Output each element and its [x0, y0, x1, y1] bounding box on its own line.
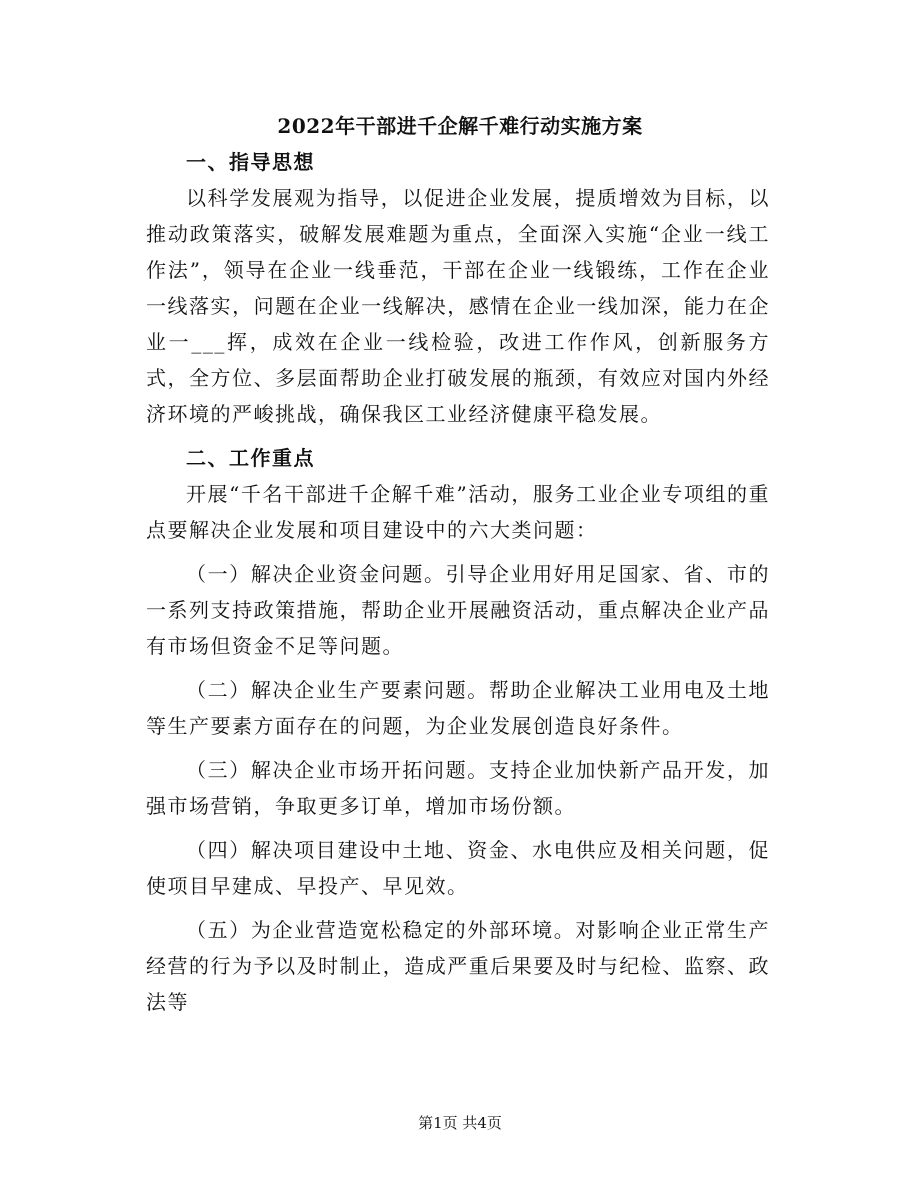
- list-item-market-expansion: （三）解决企业市场开拓问题。支持企业加快新产品开发，加强市场营销，争取更多订单，增加市场份额。: [146, 758, 770, 818]
- section-paragraph-work-focus-intro: 开展“千名干部进千企解千难”活动，服务工业企业专项组的重点要解决企业发展和项目建设中的六大类问题：: [146, 482, 770, 542]
- list-item-production-factors: （二）解决企业生产要素问题。帮助企业解决工业用电及土地等生产要素方面存在的问题，为企业发展创造良好条件。: [146, 678, 770, 738]
- page-number-footer: 第1页 共4页: [418, 1114, 502, 1132]
- section-heading-guiding-ideology: 一、指导思想: [186, 150, 315, 174]
- section-heading-work-focus: 二、工作重点: [186, 446, 315, 470]
- document-title: 2022年干部进千企解千难行动实施方案: [277, 114, 643, 138]
- document-body: [146, 144, 770, 1020]
- list-item-project-construction: （四）解决项目建设中土地、资金、水电供应及相关问题，促使项目早建成、早投产、早见效。: [146, 838, 770, 898]
- list-item-external-environment: （五）为企业营造宽松稳定的外部环境。对影响企业正常生产经营的行为予以及时制止，造成严重后果要及时与纪检、监察、政法等: [146, 918, 770, 1014]
- section-paragraph-guiding-ideology: 以科学发展观为指导，以促进企业发展，提质增效为目标，以推动政策落实，破解发展难题为重点，全面深入实施“企业一线工作法”，领导在企业一线垂范，干部在企业一线锻练，工作在企业一线落实，问题在企业一线解决，感情在企业一线加深，能力在企业一___挥，成效在企业一线检验，改进工作作风，创新服务方式，全方位、多层面帮助企业打破发展的瓶颈，有效应对国内外经济环境的严峻挑战，确保我区工业经济健康平稳发展。: [146, 186, 770, 426]
- list-item-funding: （一）解决企业资金问题。引导企业用好用足国家、省、市的一系列支持政策措施，帮助企业开展融资活动，重点解决企业产品有市场但资金不足等问题。: [146, 562, 770, 658]
